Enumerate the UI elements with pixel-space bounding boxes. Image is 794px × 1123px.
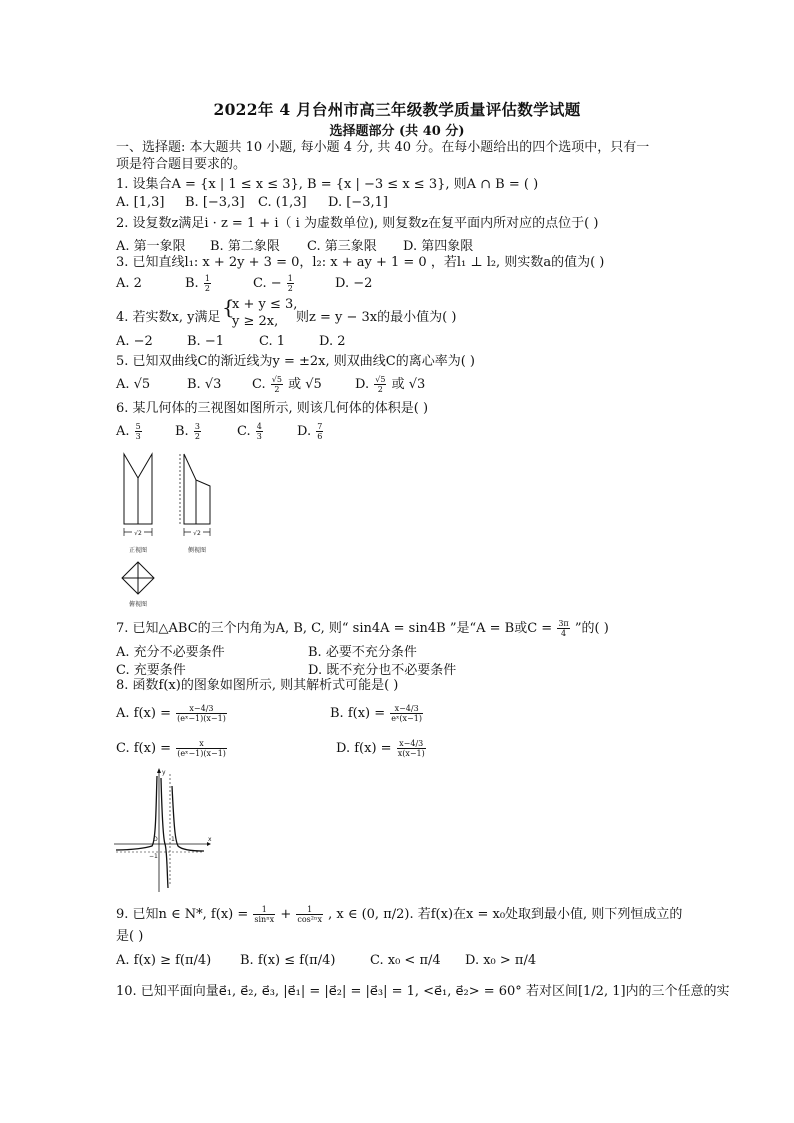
q8-a-num: x−4/3 bbox=[176, 704, 227, 714]
q9-f1-den: sinⁿx bbox=[254, 915, 275, 924]
q8-option-a bbox=[116, 704, 228, 723]
q9-fraction-1 bbox=[253, 905, 275, 924]
graph-x-label: x bbox=[208, 836, 212, 843]
graph-neg1-label: −1 bbox=[149, 853, 158, 860]
q2-option-a: A. 第一象限 bbox=[116, 239, 186, 254]
q5-option-d-fraction bbox=[374, 375, 386, 394]
q9-stem-line-2: 是( ) bbox=[116, 929, 144, 944]
q6-option-a-label: A. bbox=[116, 424, 130, 439]
side-view-outline bbox=[184, 454, 210, 524]
q3-option-d: D. −2 bbox=[335, 276, 373, 291]
curve-middle bbox=[161, 778, 168, 888]
q8-option-d bbox=[336, 739, 427, 758]
q6-option-d-label: D. bbox=[297, 424, 312, 439]
q5-c-num: √5 bbox=[271, 375, 282, 384]
q2-option-c: C. 第三象限 bbox=[307, 239, 377, 254]
q6-d-den: 6 bbox=[317, 432, 323, 441]
q9-fraction-2 bbox=[296, 905, 323, 924]
q2-option-b: B. 第二象限 bbox=[210, 239, 280, 254]
function-graph-svg bbox=[112, 766, 212, 894]
q5-c-den: 2 bbox=[274, 385, 280, 394]
q1-stem: 1. 设集合A = {x | 1 ≤ x ≤ 3}, B = {x | −3 ≤ x ≤ 3}, 则A ∩ B = ( ) bbox=[116, 177, 539, 192]
q6-b-num: 3 bbox=[194, 422, 200, 431]
q6-stem: 6. 某几何体的三视图如图所示, 则该几何体的体积是( ) bbox=[116, 401, 429, 416]
q3-option-b-label: B. bbox=[185, 276, 199, 291]
q7-option-c: C. 充要条件 bbox=[116, 663, 186, 678]
q5-option-c-rest: 或 √5 bbox=[288, 377, 322, 392]
q9-stem bbox=[116, 903, 682, 924]
graph-axes bbox=[114, 768, 211, 892]
q3-option-c-label: C. − bbox=[253, 276, 282, 291]
q9-stem-b: , x ∈ (0, π/2). 若f(x)在x = x₀处取到最小值, 则下列恒成立的 bbox=[328, 907, 683, 922]
q6-option-a bbox=[116, 422, 143, 441]
q5-d-num: √5 bbox=[375, 375, 386, 384]
q1-option-d: D. [−3,1] bbox=[328, 195, 388, 210]
q2-option-d: D. 第四象限 bbox=[403, 239, 474, 254]
q8-a-label: A. f(x) = bbox=[116, 706, 171, 721]
q8-a-den: (eˣ−1)(x−1) bbox=[177, 714, 226, 723]
q8-option-b bbox=[330, 704, 424, 723]
side-view bbox=[180, 454, 210, 536]
q4-option-a: A. −2 bbox=[116, 334, 153, 349]
graph-origin-label: O bbox=[153, 836, 158, 843]
q4-option-d: D. 2 bbox=[319, 334, 346, 349]
q6-option-b bbox=[175, 422, 202, 441]
q3-option-c bbox=[253, 274, 295, 293]
q8-b-fraction bbox=[390, 704, 423, 723]
q1-option-c: C. (1,3] bbox=[258, 195, 307, 210]
q7-option-a: A. 充分不必要条件 bbox=[116, 645, 225, 660]
top-view bbox=[122, 562, 154, 594]
q4-stem-suffix: 则z = y − 3x的最小值为( ) bbox=[296, 310, 457, 325]
q7-stem-end: ”的( ) bbox=[574, 621, 609, 636]
q9-f2-num: 1 bbox=[296, 905, 323, 915]
q3-b-num: 1 bbox=[204, 274, 210, 283]
front-dim-label: √2 bbox=[134, 530, 142, 537]
q6-a-num: 5 bbox=[135, 422, 141, 431]
q7-frac-den: 4 bbox=[560, 629, 567, 638]
q7-option-b: B. 必要不充分条件 bbox=[308, 645, 417, 660]
q8-option-c bbox=[116, 739, 228, 758]
top-view-caption: 俯视图 bbox=[128, 601, 148, 608]
q5-stem: 5. 已知双曲线C的渐近线为y = ±2x, 则双曲线C的离心率为( ) bbox=[116, 354, 475, 369]
q8-c-den: (eˣ−1)(x−1) bbox=[177, 749, 226, 758]
q8-d-label: D. f(x) = bbox=[336, 741, 392, 756]
q9-f1-num: 1 bbox=[253, 905, 275, 915]
q8-c-fraction bbox=[176, 739, 227, 758]
q5-option-a: A. √5 bbox=[116, 377, 151, 392]
q5-option-c bbox=[252, 373, 322, 394]
graph-one-label: 1 bbox=[171, 836, 175, 843]
graph-curves bbox=[116, 776, 204, 888]
q9-option-a: A. f(x) ≥ f(π/4) bbox=[116, 953, 212, 968]
q6-option-b-label: B. bbox=[175, 424, 189, 439]
q8-a-fraction bbox=[176, 704, 227, 723]
graph-y-label: y bbox=[162, 769, 166, 776]
front-view bbox=[124, 454, 152, 536]
q3-option-b bbox=[185, 274, 212, 293]
q6-option-a-fraction bbox=[135, 422, 142, 441]
q9-option-c: C. x₀ < π/4 bbox=[370, 953, 441, 968]
q4-condition-2: y ≥ 2x, bbox=[232, 314, 279, 329]
q7-stem bbox=[116, 617, 609, 638]
curve-right bbox=[172, 786, 204, 851]
side-view-caption: 侧视图 bbox=[187, 547, 207, 554]
q6-option-c-label: C. bbox=[237, 424, 251, 439]
q8-stem: 8. 函数f(x)的图象如图所示, 则其解析式可能是( ) bbox=[116, 678, 399, 693]
q9-stem-a: 9. 已知n ∈ N*, f(x) = bbox=[116, 907, 249, 922]
q6-option-d bbox=[297, 422, 324, 441]
intro-line-2: 项是符合题目要求的。 bbox=[116, 157, 247, 172]
q5-option-c-label: C. bbox=[252, 377, 266, 392]
q4-option-b: B. −1 bbox=[187, 334, 224, 349]
q7-option-d: D. 既不充分也不必要条件 bbox=[308, 663, 457, 678]
q6-option-d-fraction bbox=[316, 422, 323, 441]
curve-left-up bbox=[116, 776, 157, 850]
q9-option-d: D. x₀ > π/4 bbox=[465, 953, 537, 968]
q6-d-num: 7 bbox=[317, 422, 323, 431]
q4-condition-1: x + y ≤ 3, bbox=[232, 297, 298, 312]
q5-option-b: B. √3 bbox=[187, 377, 222, 392]
q6-c-num: 4 bbox=[256, 422, 262, 431]
q8-d-den: x(x−1) bbox=[397, 749, 425, 758]
q6-option-b-fraction bbox=[194, 422, 201, 441]
q5-option-d-label: D. bbox=[355, 377, 370, 392]
q8-b-den: eˣ(x−1) bbox=[391, 714, 422, 723]
q1-option-b: B. [−3,3] bbox=[185, 195, 245, 210]
q3-option-a: A. 2 bbox=[116, 276, 142, 291]
q6-c-den: 3 bbox=[256, 432, 262, 441]
q3-b-den: 2 bbox=[204, 284, 210, 293]
q10-stem: 10. 已知平面向量e⃗₁, e⃗₂, e⃗₃, |e⃗₁| = |e⃗₂| = |e⃗₃| = 1, <e⃗₁, e⃗₂> = 60° 若对区间[1/2, 1]内的三个任意的实 bbox=[116, 984, 730, 999]
q6-option-c bbox=[237, 422, 264, 441]
q6-three-view-figure bbox=[118, 448, 228, 613]
q4-brace: { bbox=[222, 295, 235, 319]
q2-stem: 2. 设复数z满足i · z = 1 + i（ i 为虚数单位), 则复数z在复平面内所对应的点位于( ) bbox=[116, 216, 599, 231]
q3-c-num: 1 bbox=[287, 274, 293, 283]
q1-option-a: A. [1,3] bbox=[116, 195, 165, 210]
q9-f2-den: cos²ⁿx bbox=[297, 915, 322, 924]
q3-stem: 3. 已知直线l₁: x + 2y + 3 = 0，l₂: x + ay + 1 = 0 ，若l₁ ⊥ l₂, 则实数a的值为( ) bbox=[116, 255, 605, 270]
q4-option-c: C. 1 bbox=[259, 334, 286, 349]
q8-c-num: x bbox=[176, 739, 227, 749]
q4-stem-prefix: 4. 若实数x, y满足 bbox=[116, 310, 221, 325]
q5-d-den: 2 bbox=[377, 385, 383, 394]
q8-d-fraction bbox=[397, 739, 426, 758]
q5-option-d bbox=[355, 373, 425, 394]
page-title: 2022年 4 月台州市高三年级教学质量评估数学试题 bbox=[213, 100, 581, 119]
side-dim-label: √2 bbox=[193, 530, 201, 537]
q9-option-b: B. f(x) ≤ f(π/4) bbox=[240, 953, 336, 968]
y-axis-arrow bbox=[157, 768, 161, 773]
q7-fraction bbox=[557, 619, 569, 638]
q3-c-den: 2 bbox=[287, 284, 293, 293]
q7-frac-num: 3π bbox=[558, 619, 569, 628]
q8-d-num: x−4/3 bbox=[397, 739, 426, 749]
q7-stem-text: 7. 已知△ABC的三个内角为A, B, C, 则“ sin4A = sin4B ”是“A = B或C = bbox=[116, 621, 553, 636]
q6-b-den: 2 bbox=[194, 432, 200, 441]
section-subtitle: 选择题部分 (共 40 分) bbox=[329, 124, 465, 139]
q6-a-den: 3 bbox=[135, 432, 141, 441]
intro-line-1: 一、选择题: 本大题共 10 小题, 每小题 4 分, 共 40 分。在每小题给出的四个选项中，只有一 bbox=[116, 140, 650, 155]
three-view-svg bbox=[118, 448, 228, 613]
q8-function-graph bbox=[112, 766, 212, 894]
q3-option-c-fraction bbox=[287, 274, 294, 293]
q8-c-label: C. f(x) = bbox=[116, 741, 172, 756]
q5-option-c-fraction bbox=[271, 375, 283, 394]
q9-plus: + bbox=[280, 907, 292, 922]
q6-option-c-fraction bbox=[256, 422, 263, 441]
q5-option-d-rest: 或 √3 bbox=[391, 377, 426, 392]
q3-option-b-fraction bbox=[204, 274, 211, 293]
q8-b-num: x−4/3 bbox=[390, 704, 423, 714]
front-view-caption: 正视图 bbox=[128, 547, 148, 554]
q8-b-label: B. f(x) = bbox=[330, 706, 386, 721]
